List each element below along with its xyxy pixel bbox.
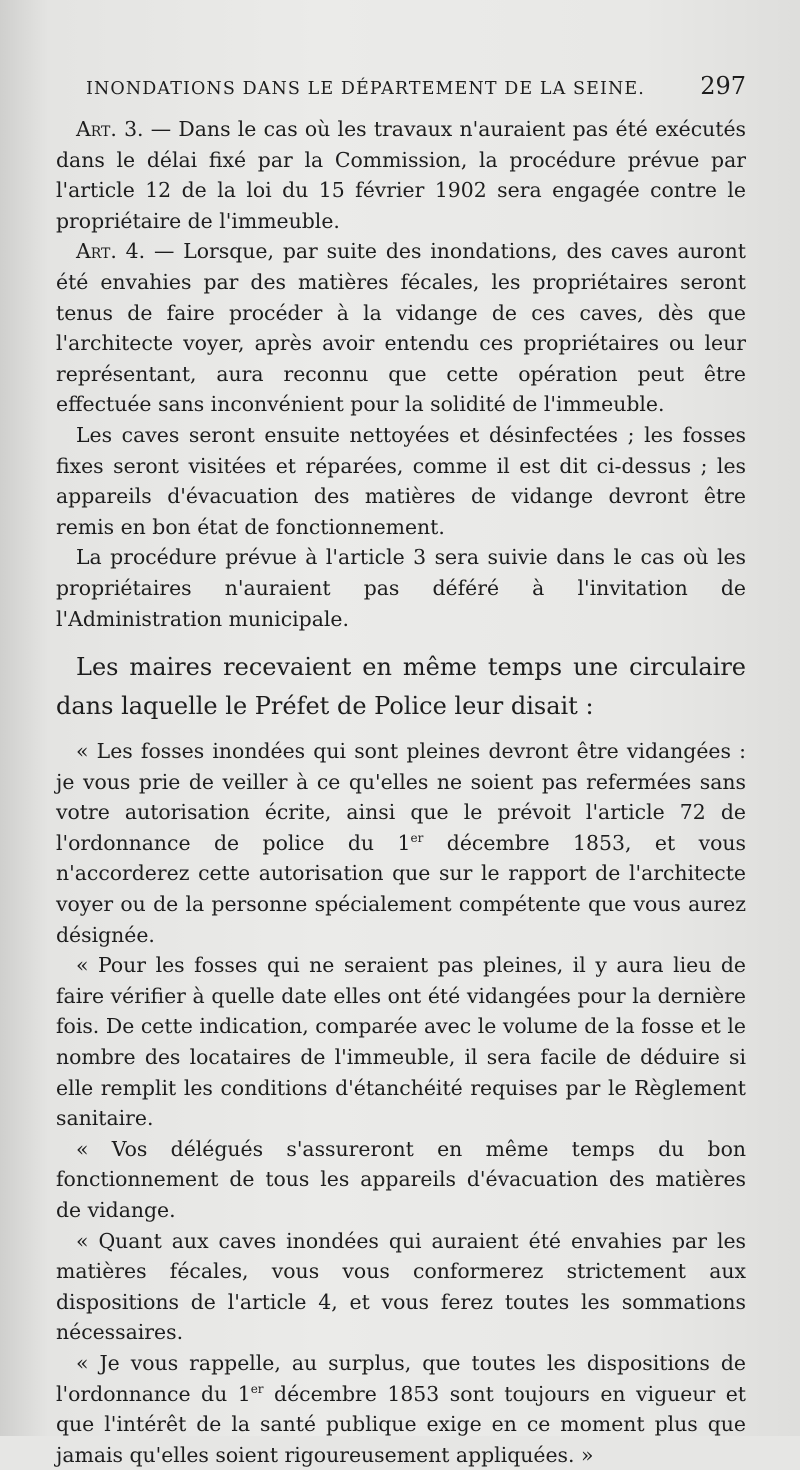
quote-text: décembre 1853 sont toujours en vigueur et que l'intérêt de la santé publique exige en ce moment plus que jamais qu'elles soient rigoureusement appliquées. » [56, 1381, 746, 1467]
article-text: — Dans le cas où les travaux n'auraient pas été exécutés dans le délai fixé par la Commission, la procédure prévue par l'article 12 de la loi du 15 février 1902 sera engagée contre le propriétaire de l'immeuble. [56, 117, 747, 233]
quote-text: « Quant aux caves inondées qui auraient été envahies par les matières fécales, vous vous conformerez strictement aux dispositions de l'article 4, et vous ferez toutes les sommations nécessaires. [56, 1228, 746, 1345]
article-text: — Lorsque, par suite des inondations, des caves auront été envahies par des matières fécales, les propriétaires seront tenus de faire procéder à la vidange de ces caves, dès que l'architecte voyer, après avoir entendu ces propriétaires ou leur représentant, aura reconnu que cette opération peut être effectuée sans inconvénient pour la solidité de l'immeuble. [56, 239, 746, 417]
quote-text: décembre 1853, et vous n'accorderez cette autorisation que sur le rapport de l'architecte voyer ou de la personne spécialement compétente que vous aurez désignée. [56, 830, 746, 947]
quote-text: « Vos délégués s'assureront en même temps du bon fonctionnement de tous les appareils d'évacuation des matières de vidange. [56, 1136, 746, 1222]
superscript: er [410, 831, 424, 846]
page-number: 297 [700, 72, 746, 100]
quote-text: « Pour les fosses qui ne seraient pas pleines, il y aura lieu de faire vérifier à quelle date elles ont été vidangées pour la dernière fois. De cette indication, comparée avec le volume de la fosse et le nombre des locataires de l'immeuble, il sera facile de déduire si elle remplit les conditions d'étanchéité requises par le Règlement sanitaire. [56, 953, 746, 1131]
quote-text: « Je vous rappelle, au surplus, que toutes les dispositions de l'ordonnance du 1 [56, 1350, 746, 1406]
article-label: Art. 4. [76, 239, 146, 264]
quote-paragraph [56, 1348, 746, 1470]
article-3 [56, 114, 746, 236]
spacer [56, 634, 746, 648]
paragraph: La procédure prévue à l'article 3 sera suivie dans le cas où les propriétaires n'auraient pas déféré à l'invitation de l'Administration municipale. [56, 545, 746, 631]
lead-paragraph: Les maires recevaient en même temps une circulaire dans laquelle le Préfet de Police leur disait : [56, 653, 746, 721]
quote-text: « Les fosses inondées qui sont pleines devront être vidangées : je vous prie de veiller à ce qu'elles ne soient pas refermées sans votre autorisation écrite, ainsi que le prévoit l'article 72 de l'ordonnance de police du 1 [56, 739, 746, 855]
article-4 [56, 236, 746, 420]
spacer [56, 726, 746, 736]
running-title: INONDATIONS DANS LE DÉPARTEMENT DE LA SEINE. [86, 79, 645, 99]
quote-paragraph [56, 1134, 746, 1226]
quote-paragraph [56, 736, 746, 950]
paragraph: Les caves seront ensuite nettoyées et désinfectées ; les fosses fixes seront visitées et réparées, comme il est dit ci-dessus ; les appareils d'évacuation des matières de vidange devront être remis en bon état de fonctionnement. [56, 422, 746, 539]
quote-paragraph [56, 950, 746, 1134]
page-header [56, 72, 746, 100]
superscript: er [250, 1381, 264, 1396]
article-label: Art. 3. [76, 117, 144, 141]
quote-paragraph [56, 1226, 746, 1348]
